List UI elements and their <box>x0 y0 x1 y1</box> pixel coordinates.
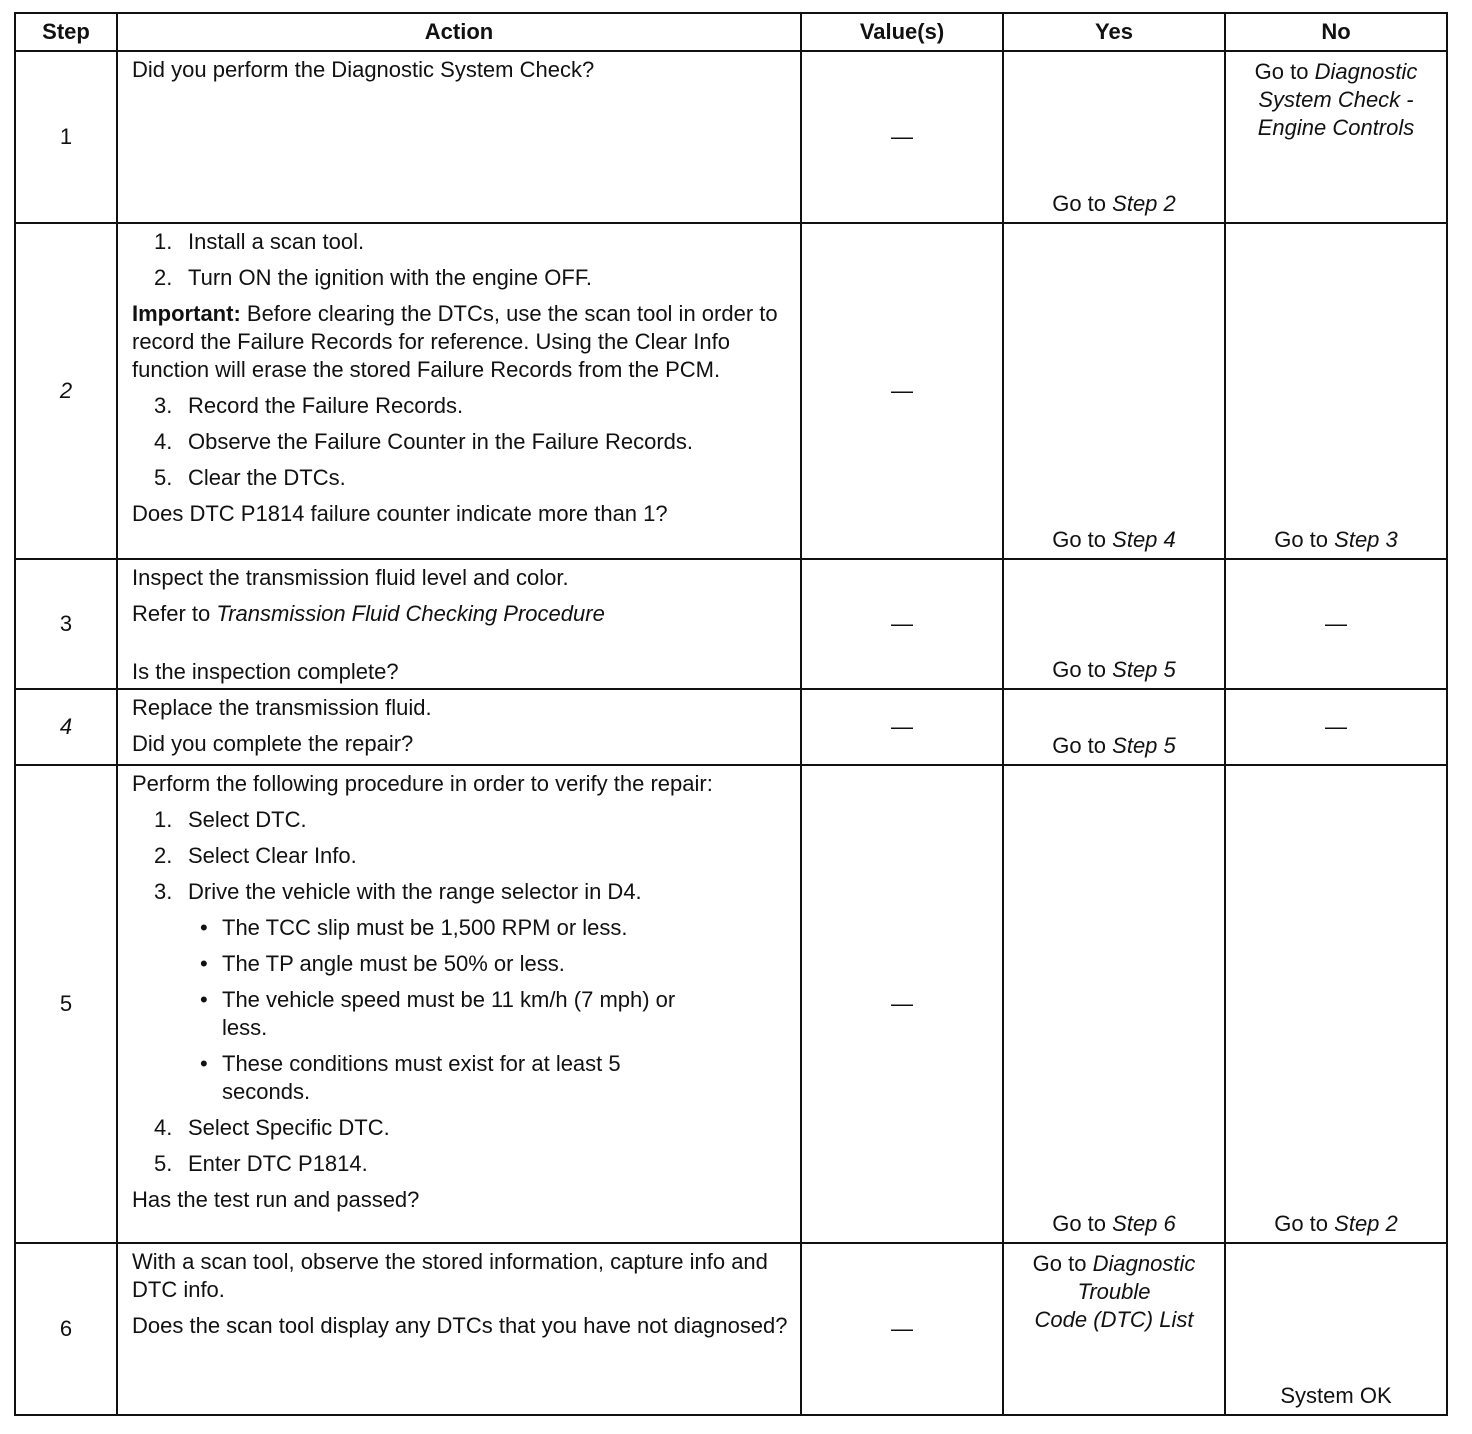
dash: — <box>891 991 913 1016</box>
header-step: Step <box>15 13 117 51</box>
header-values: Value(s) <box>801 13 1003 51</box>
value-cell <box>801 559 1003 689</box>
action-question: Did you perform the Diagnostic System Check? <box>132 57 595 82</box>
step-number: 1 <box>15 51 117 223</box>
action-cell <box>117 689 801 765</box>
important-text: Before clearing the DTCs, use the scan tool in order to record the Failure Records for reference. Using the Clear Info function will erase the stored Failure Records from the PCM. <box>132 301 778 382</box>
yes-link[interactable]: Step 5 <box>1112 657 1176 682</box>
yes-prefix: Go to <box>1052 1211 1107 1236</box>
yes-cell <box>1003 559 1225 689</box>
no-cell <box>1225 765 1447 1243</box>
header-yes: Yes <box>1003 13 1225 51</box>
no-link[interactable]: Diagnostic <box>1314 59 1418 84</box>
list-item: 4. Observe the Failure Counter in the Failure Records. <box>154 429 694 454</box>
list-item: 5. Enter DTC P1814. <box>154 1151 368 1176</box>
list-item-text: Clear the DTCs. <box>188 465 346 490</box>
important-note <box>132 300 788 384</box>
dash: — <box>891 714 913 739</box>
system-ok: System OK <box>1280 1383 1392 1408</box>
yes-cell <box>1003 689 1225 765</box>
list-item-text: Observe the Failure Counter in the Failure Records. <box>188 429 694 454</box>
list-item: 5. Clear the DTCs. <box>154 465 346 490</box>
value-cell <box>801 51 1003 223</box>
list-item: 4. Select Specific DTC. <box>154 1115 390 1140</box>
action-cell <box>117 1243 801 1415</box>
action-line: Replace the transmission fluid. <box>132 695 432 720</box>
header-no: No <box>1225 13 1447 51</box>
yes-prefix: Go to <box>1052 527 1107 552</box>
list-item: 2. Select Clear Info. <box>154 843 357 868</box>
no-cell <box>1225 689 1447 765</box>
list-item-text: Install a scan tool. <box>188 229 365 254</box>
yes-link[interactable]: Step 5 <box>1112 733 1176 758</box>
dash: — <box>891 611 913 636</box>
table-row <box>15 559 1447 689</box>
yes-cell <box>1003 1243 1225 1415</box>
action-cell <box>117 559 801 689</box>
list-item-text: Select DTC. <box>188 807 307 832</box>
table-row <box>15 223 1447 559</box>
yes-prefix: Go to <box>1052 733 1107 758</box>
no-link[interactable]: Step 3 <box>1334 527 1398 552</box>
important-label: Important: <box>132 301 241 326</box>
no-prefix: Go to <box>1254 59 1309 84</box>
bullet-text: The vehicle speed must be 11 km/h (7 mph) or less. <box>222 987 676 1040</box>
list-item-text: Turn ON the ignition with the engine OFF. <box>188 265 592 290</box>
yes-prefix: Go to <box>1052 657 1107 682</box>
no-prefix: Go to <box>1274 527 1329 552</box>
bullet-item: • The TP angle must be 50% or less. <box>200 951 565 976</box>
list-item: 1. Select DTC. <box>154 807 307 832</box>
bullet-text: These conditions must exist for at least 5 seconds. <box>222 1051 621 1104</box>
refer-prefix: Refer to <box>132 601 211 626</box>
value-cell <box>801 689 1003 765</box>
step-number <box>15 223 117 559</box>
bullet-item: • The vehicle speed must be 11 km/h (7 mph) or less. <box>200 986 788 1042</box>
dash: — <box>891 378 913 403</box>
action-cell <box>117 223 801 559</box>
action-line: Inspect the transmission fluid level and color. <box>132 565 569 590</box>
no-link[interactable]: Step 2 <box>1334 1211 1398 1236</box>
action-question: Does DTC P1814 failure counter indicate more than 1? <box>132 501 668 526</box>
no-link-line2[interactable]: System Check - <box>1258 87 1414 112</box>
step-number: 6 <box>15 1243 117 1415</box>
bullet-item: • The TCC slip must be 1,500 RPM or less. <box>200 915 628 940</box>
yes-link[interactable]: Step 6 <box>1112 1211 1176 1236</box>
table-row <box>15 51 1447 223</box>
dash: — <box>1325 611 1347 636</box>
no-cell <box>1225 1243 1447 1415</box>
yes-link[interactable]: Step 2 <box>1112 191 1176 216</box>
yes-cell <box>1003 223 1225 559</box>
list-item: 1. Install a scan tool. <box>154 229 365 254</box>
action-question: Has the test run and passed? <box>132 1187 420 1212</box>
yes-link[interactable]: Diagnostic <box>1092 1251 1196 1276</box>
list-item-text: Select Clear Info. <box>188 843 357 868</box>
list-item: 3. Record the Failure Records. <box>154 393 464 418</box>
action-question: Did you complete the repair? <box>132 731 414 756</box>
no-link-line3[interactable]: Engine Controls <box>1257 115 1415 140</box>
refer-link[interactable]: Transmission Fluid Checking Procedure <box>216 601 605 626</box>
step-number <box>15 689 117 765</box>
action-cell <box>117 765 801 1243</box>
action-question: Does the scan tool display any DTCs that you have not diagnosed? <box>132 1313 788 1338</box>
table-row <box>15 765 1447 1243</box>
refer-line <box>132 600 788 628</box>
list-item-text: Enter DTC P1814. <box>188 1151 368 1176</box>
no-cell <box>1225 559 1447 689</box>
step-number: 3 <box>15 559 117 689</box>
action-cell <box>117 51 801 223</box>
step-number-text: 4 <box>59 714 73 739</box>
diagnostic-table <box>14 12 1448 1416</box>
table-row <box>15 1243 1447 1415</box>
action-intro: Perform the following procedure in order to verify the repair: <box>132 771 713 796</box>
table-row <box>15 689 1447 765</box>
yes-link-line3[interactable]: Code (DTC) List <box>1034 1307 1194 1332</box>
no-cell <box>1225 51 1447 223</box>
list-item-text: Record the Failure Records. <box>188 393 464 418</box>
value-cell <box>801 223 1003 559</box>
step-number: 5 <box>15 765 117 1243</box>
yes-prefix: Go to <box>1052 191 1107 216</box>
list-item-text: Drive the vehicle with the range selector in D4. <box>188 879 642 904</box>
header-row <box>15 13 1447 51</box>
yes-link-line2[interactable]: Trouble <box>1077 1279 1151 1304</box>
action-line: With a scan tool, observe the stored information, capture info and DTC info. <box>132 1249 768 1302</box>
list-item: 3. Drive the vehicle with the range selector in D4. <box>154 879 642 904</box>
value-cell <box>801 765 1003 1243</box>
header-action: Action <box>117 13 801 51</box>
no-prefix: Go to <box>1274 1211 1329 1236</box>
list-item: 2. Turn ON the ignition with the engine OFF. <box>154 265 592 290</box>
step-number-text: 2 <box>59 378 73 403</box>
dash: — <box>1325 714 1347 739</box>
yes-cell <box>1003 765 1225 1243</box>
bullet-item: • These conditions must exist for at least 5 seconds. <box>200 1050 788 1106</box>
yes-cell <box>1003 51 1225 223</box>
dash: — <box>891 1316 913 1341</box>
bullet-text: The TCC slip must be 1,500 RPM or less. <box>222 915 628 940</box>
yes-link[interactable]: Step 4 <box>1112 527 1176 552</box>
dash: — <box>891 124 913 149</box>
no-cell <box>1225 223 1447 559</box>
yes-prefix: Go to <box>1032 1251 1087 1276</box>
list-item-text: Select Specific DTC. <box>188 1115 390 1140</box>
action-question: Is the inspection complete? <box>132 659 399 684</box>
value-cell <box>801 1243 1003 1415</box>
bullet-text: The TP angle must be 50% or less. <box>222 951 565 976</box>
